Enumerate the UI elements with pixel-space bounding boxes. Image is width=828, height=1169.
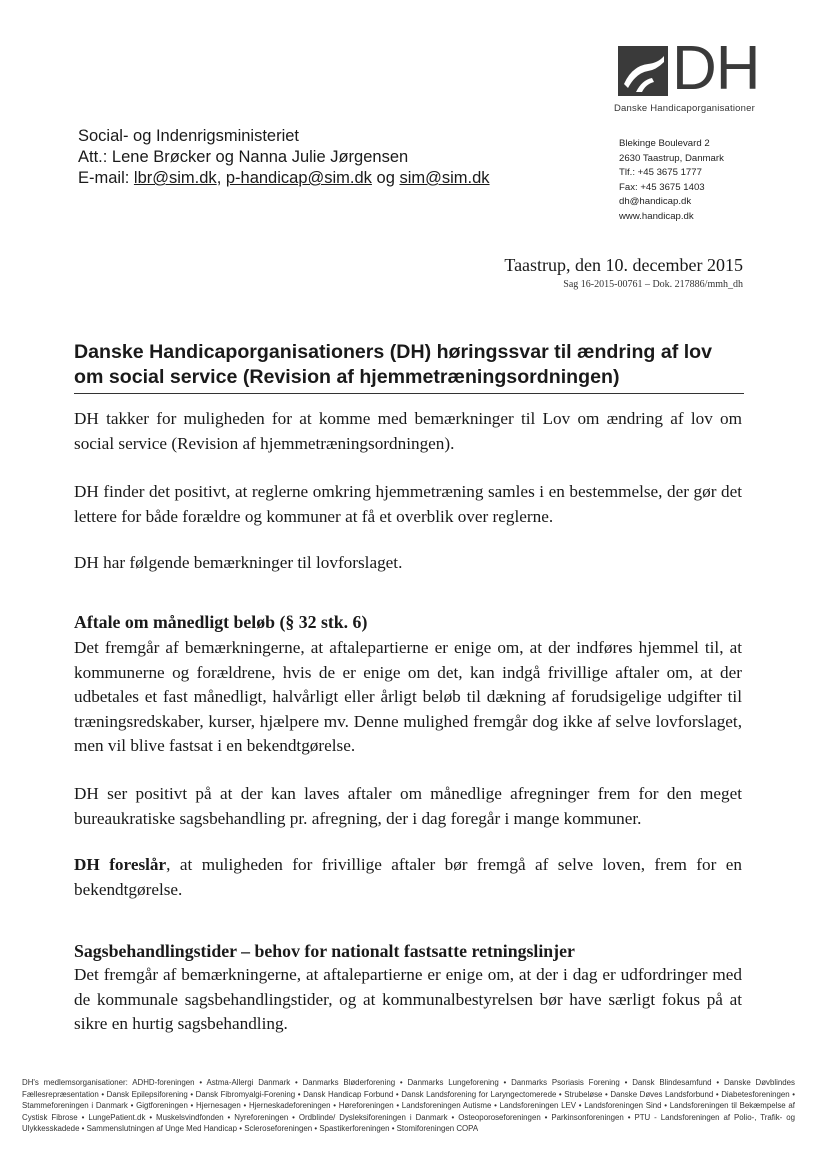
contact-web: www.handicap.dk (619, 210, 694, 222)
contact-email: dh@handicap.dk (619, 196, 692, 208)
title-divider (74, 393, 744, 394)
logo-letters: DH (672, 34, 760, 103)
recipient-emails (78, 168, 490, 189)
email-separator: , (216, 169, 226, 187)
reference-line: Sag 16-2015-00761 – Dok. 217886/mmh_dh (563, 279, 743, 290)
dh-logo (614, 34, 784, 118)
email-separator: og (371, 169, 400, 187)
paragraph-positive: DH finder det positivt, at reglerne omkring hjemmetræning samles i en bestemmelse, der gør det lettere for både forældre og kommuner at få et overblik over reglerne. (74, 482, 742, 526)
section-heading-monthly-amount: Aftale om månedligt beløb (§ 32 stk. 6) (74, 612, 368, 632)
date-line: Taastrup, den 10. december 2015 (504, 255, 743, 275)
section-heading-processing-times: Sagsbehandlingstider – behov for nationalt fastsatte retningslinjer (74, 941, 575, 961)
recipient-attention: Att.: Lene Brøcker og Nanna Julie Jørgensen (78, 148, 409, 166)
recipient-ministry: Social- og Indenrigsministeriet (78, 127, 300, 145)
proposal-lead: DH foreslår (74, 855, 167, 874)
paragraph-monthly-settlement: DH ser positivt på at der kan laves aftaler om månedlige afregninger frem for den meget bureaukratiske sagsbehandling pr. afregning, der i dag foregår i mange kommuner. (74, 784, 742, 828)
logo-subtitle: Danske Handicaporganisationer (614, 103, 755, 114)
contact-city: 2630 Taastrup, Danmark (619, 152, 724, 164)
contact-address: Blekinge Boulevard 2 (619, 138, 710, 149)
paragraph-remarks: DH har følgende bemærkninger til lovforslaget. (74, 553, 403, 572)
contact-phone: Tlf.: +45 3675 1777 (619, 167, 702, 179)
email-link-lbr[interactable]: lbr@sim.dk (133, 169, 217, 187)
email-link-p-handicap[interactable]: p-handicap@sim.dk (225, 169, 372, 187)
member-organisations-footer: DH's medlemsorganisationer: ADHD-foreningen • Astma-Allergi Danmark • Danmarks Bløderforening • Danmarks Lungeforening • Danmarks Psoriasis Forening • Dansk Blindesamfund • Danske Døvblindes Fællesrepræsentation • Dansk Epilepsiforening • Dansk Fibromyalgi-Forening • Dansk Handicap Forbund • Dansk Landsforening for Laryngectomerede • Strubeløse • Danske Døves Landsforbund • Diabetesforeningen • Stammeforeningen i Danmark • Gigtforeningen • Hjernesagen • Hjerneskadeforeningen • Høreforeningen • Landsforeningen Autisme • Landsforeningen LEV • Landsforeningen Sind • Landsforeningen til Bekæmpelse af Cystisk Fibrose • LungePatient.dk • Muskelsvindfonden • Nyreforeningen • Ordblinde/ Dysleksiforeningen i Danmark • Osteoporoseforeningen • Parkinsonforeningen • PTU - Landsforeningen af Polio-, Trafik- og Ulykkesskadede • Sammenslutningen af Unge Med Handicap • Scleroseforeningen • Spastikerforeningen • Stomiforeningen COPA (22, 1078, 795, 1134)
proposal-text: , at muligheden for frivillige aftaler bør fremgå af selve loven, frem for en bekendtgørelse. (74, 855, 742, 899)
document-title: Danske Handicaporganisationers (DH) høringssvar til ændring af lov om social service (Revision af hjemmetræningsordningen) (74, 341, 713, 388)
contact-fax: Fax: +45 3675 1403 (619, 181, 705, 193)
email-label: E-mail: (78, 169, 134, 187)
paragraph-monthly-amount: Det fremgår af bemærkningerne, at aftalepartierne er enige om, at der indføres hjemmel til, at kommunerne og forældrene, hvis de er enige om det, kan indgå frivillige aftaler om, at der udbetales et fast månedligt, halvårligt eller årligt beløb til dækning af forudsigelige udgifter til træningsredskaber, kurser, hjælpere mv. Denne mulighed fremgår dog ikke af selve lovforslaget, men vil blive fastsat i en bekendtgørelse. (74, 638, 742, 755)
paragraph-proposal (74, 853, 742, 902)
paragraph-processing-times: Det fremgår af bemærkningerne, at aftalepartierne er enige om, at der i dag er udfordringer med de kommunale sagsbehandlingstider, og at kommunalbestyrelsen bør have særligt fokus på at sikre en hurtig sagsbehandling. (74, 965, 742, 1033)
contact-block (619, 137, 724, 225)
email-link-sim[interactable]: sim@sim.dk (399, 169, 490, 187)
recipient-block (78, 126, 490, 189)
paragraph-intro: DH takker for muligheden for at komme med bemærkninger til Lov om ændring af lov om social service (Revision af hjemmetræningsordningen). (74, 409, 742, 453)
